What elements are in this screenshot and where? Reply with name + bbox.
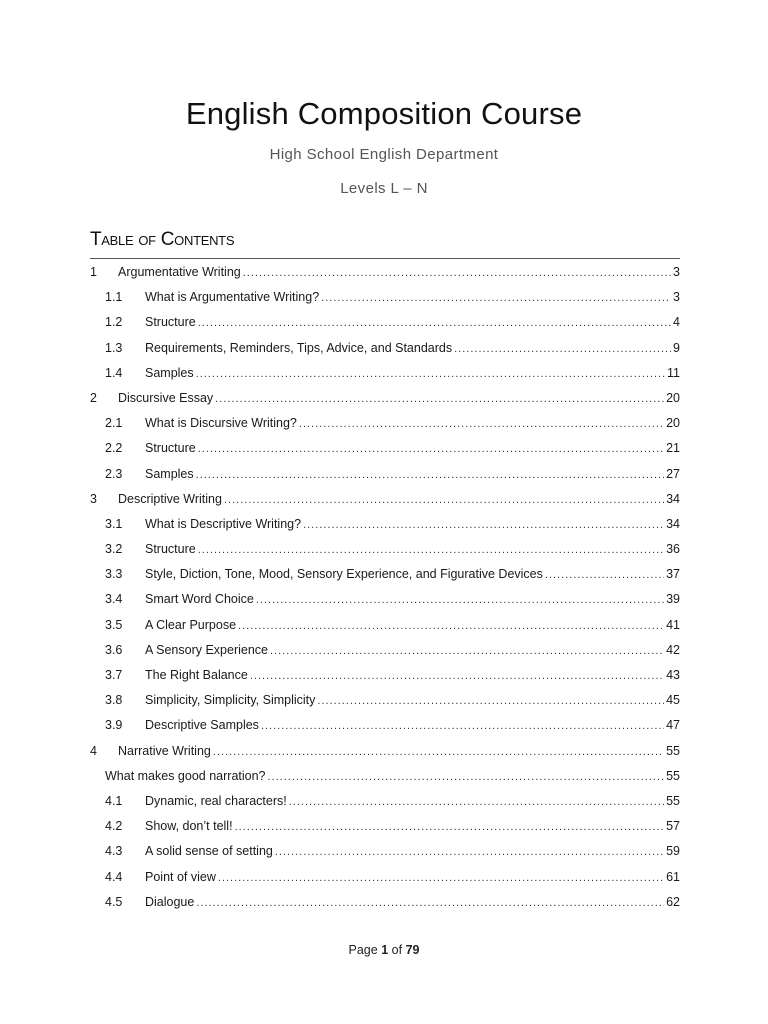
toc-entry[interactable] xyxy=(90,366,680,391)
toc-entry-number: 3.2 xyxy=(105,542,123,557)
toc-entry-page: 34 xyxy=(666,491,680,506)
toc-entry[interactable] xyxy=(90,643,680,668)
toc-entry-title: Dialogue xyxy=(145,894,195,909)
toc-entry-page: 45 xyxy=(666,693,680,708)
toc-entry-number: 4.5 xyxy=(105,894,123,909)
toc-entry-number: 2 xyxy=(90,390,97,405)
toc-dot-leader xyxy=(218,872,664,884)
toc-entry-title: Smart Word Choice xyxy=(145,592,254,607)
toc-entry-page: 21 xyxy=(666,441,680,456)
toc-entry-page: 59 xyxy=(666,844,680,859)
toc-dot-leader xyxy=(196,368,665,380)
toc-entry[interactable] xyxy=(90,542,680,567)
toc-dot-leader xyxy=(235,821,665,833)
toc-entry-page: 3 xyxy=(673,265,680,279)
toc-dot-leader xyxy=(545,569,664,581)
toc-entry[interactable] xyxy=(90,819,680,844)
toc-entry-page: 27 xyxy=(666,466,680,481)
toc-entry-title: Point of view xyxy=(145,869,216,884)
toc-entry[interactable] xyxy=(90,769,680,794)
toc-dot-leader xyxy=(243,267,671,279)
toc-dot-leader xyxy=(198,544,664,556)
toc-entry[interactable] xyxy=(90,618,680,643)
document-subtitle: High School English Department xyxy=(269,146,499,163)
toc-entry-page: 47 xyxy=(666,718,680,733)
toc-dot-leader xyxy=(250,670,664,682)
toc-entry-title: Descriptive Samples xyxy=(145,718,259,733)
toc-entry-title: Argumentative Writing xyxy=(118,265,241,279)
toc-dot-leader xyxy=(215,393,664,405)
toc-dot-leader xyxy=(268,771,665,783)
toc-entry-number: 4.4 xyxy=(105,869,123,884)
page-total: 79 xyxy=(405,943,420,957)
toc-entry[interactable] xyxy=(90,265,680,290)
toc-entry-page: 39 xyxy=(666,592,680,607)
page-footer xyxy=(0,943,768,957)
table-of-contents xyxy=(90,265,680,920)
toc-entry[interactable] xyxy=(90,668,680,693)
toc-entry[interactable] xyxy=(90,870,680,895)
toc-entry-title: Structure xyxy=(145,542,196,557)
toc-entry[interactable] xyxy=(90,441,680,466)
toc-entry-title: Requirements, Reminders, Tips, Advice, and Standards xyxy=(145,340,453,355)
page-separator: of xyxy=(391,943,403,957)
toc-entry-page: 62 xyxy=(666,894,680,909)
toc-entry-page: 61 xyxy=(666,869,680,884)
toc-entry-title: Structure xyxy=(145,315,196,330)
toc-entry[interactable] xyxy=(90,592,680,617)
toc-entry-number: 3.1 xyxy=(105,516,123,531)
toc-entry[interactable] xyxy=(90,844,680,869)
toc-entry-number: 1.4 xyxy=(105,365,123,380)
toc-dot-leader xyxy=(213,746,664,758)
toc-entry-number: 3.3 xyxy=(105,567,123,582)
toc-dot-leader xyxy=(196,897,664,909)
toc-entry-page: 34 xyxy=(666,516,680,531)
toc-entry-number: 4.1 xyxy=(105,793,123,808)
toc-dot-leader xyxy=(321,292,671,304)
toc-dot-leader xyxy=(198,317,671,329)
toc-entry[interactable] xyxy=(90,794,680,819)
toc-entry-number: 2.3 xyxy=(105,466,123,481)
toc-entry-number: 4.2 xyxy=(105,819,123,834)
toc-entry[interactable] xyxy=(90,718,680,743)
toc-dot-leader xyxy=(454,343,671,355)
toc-entry-title: Descriptive Writing xyxy=(118,491,222,506)
toc-entry-title: The Right Balance xyxy=(145,668,248,682)
toc-entry[interactable] xyxy=(90,416,680,441)
toc-entry[interactable] xyxy=(90,895,680,920)
toc-dot-leader xyxy=(224,494,664,506)
toc-entry-number: 3 xyxy=(90,491,97,506)
toc-entry-title: What is Discursive Writing? xyxy=(145,416,297,431)
toc-entry-number: 3.4 xyxy=(105,592,123,607)
toc-entry-page: 4 xyxy=(673,315,680,330)
toc-entry-number: 3.5 xyxy=(105,617,123,632)
toc-entry-title: Samples xyxy=(145,365,194,380)
toc-entry-title: What is Argumentative Writing? xyxy=(145,290,320,305)
toc-entry-title: Samples xyxy=(145,466,194,481)
toc-entry-number: 2.2 xyxy=(105,441,123,456)
toc-entry-number: 1.1 xyxy=(105,290,123,305)
toc-entry-number: 1.3 xyxy=(105,340,123,355)
toc-entry-number: 4.3 xyxy=(105,844,123,859)
toc-entry-title: Narrative Writing xyxy=(118,743,211,758)
toc-dot-leader xyxy=(198,443,664,455)
toc-dot-leader xyxy=(238,620,664,632)
page-current: 1 xyxy=(381,943,389,957)
toc-entry-page: 43 xyxy=(666,668,680,682)
toc-entry-page: 20 xyxy=(666,416,680,431)
toc-entry-page: 42 xyxy=(666,642,680,657)
toc-entry-number: 2.1 xyxy=(105,416,123,431)
toc-entry-number: 3.7 xyxy=(105,668,123,682)
page-prefix: Page xyxy=(348,943,378,957)
toc-entry-title: What is Descriptive Writing? xyxy=(145,516,302,531)
toc-entry-title: Dynamic, real characters! xyxy=(145,793,287,808)
toc-entry-number: 1.2 xyxy=(105,315,123,330)
toc-entry[interactable] xyxy=(90,744,680,769)
toc-dot-leader xyxy=(275,846,664,858)
toc-entry-page: 11 xyxy=(667,365,680,380)
toc-entry-number: 3.9 xyxy=(105,718,123,733)
toc-entry-title: Show, don’t tell! xyxy=(145,819,233,834)
toc-entry-number: 3.8 xyxy=(105,693,123,708)
toc-entry-title: What makes good narration? xyxy=(105,768,266,783)
toc-dot-leader xyxy=(256,594,664,606)
toc-entry-number: 3.6 xyxy=(105,642,123,657)
toc-entry-page: 55 xyxy=(666,768,680,783)
toc-entry[interactable] xyxy=(90,467,680,492)
toc-entry-title: Simplicity, Simplicity, Simplicity xyxy=(145,693,316,708)
toc-entry-page: 57 xyxy=(666,819,680,834)
toc-entry-title: Structure xyxy=(145,441,196,456)
toc-entry-title: Style, Diction, Tone, Mood, Sensory Experience, and Figurative Devices xyxy=(145,567,543,582)
toc-heading: Table of Contents xyxy=(90,229,235,250)
toc-entry[interactable] xyxy=(90,341,680,366)
toc-dot-leader xyxy=(261,720,664,732)
toc-entry-page: 55 xyxy=(666,793,680,808)
toc-entry-number: 4 xyxy=(90,743,97,758)
toc-entry-page: 55 xyxy=(666,743,680,758)
toc-entry-title: A Clear Purpose xyxy=(145,617,237,632)
document-title: English Composition Course xyxy=(185,96,583,131)
toc-entry-title: A Sensory Experience xyxy=(145,642,268,657)
toc-entry[interactable] xyxy=(90,391,680,416)
toc-entry-page: 20 xyxy=(666,390,680,405)
toc-dot-leader xyxy=(196,469,664,481)
toc-dot-leader xyxy=(303,519,664,531)
toc-entry[interactable] xyxy=(90,693,680,718)
toc-dot-leader xyxy=(317,695,664,707)
document-levels: Levels L – N xyxy=(340,180,428,197)
toc-entry-page: 3 xyxy=(673,290,680,305)
toc-entry[interactable] xyxy=(90,567,680,592)
toc-entry-page: 41 xyxy=(666,617,680,632)
toc-dot-leader xyxy=(299,418,664,430)
toc-entry-number: 1 xyxy=(90,265,97,279)
toc-entry[interactable] xyxy=(90,315,680,340)
toc-dot-leader xyxy=(289,796,664,808)
toc-dot-leader xyxy=(270,645,664,657)
toc-entry-title: A solid sense of setting xyxy=(145,844,273,859)
toc-entry-page: 37 xyxy=(666,567,680,582)
toc-entry[interactable] xyxy=(90,290,680,315)
toc-divider xyxy=(90,258,680,259)
toc-entry-title: Discursive Essay xyxy=(118,390,214,405)
toc-entry-page: 9 xyxy=(673,340,680,355)
toc-entry[interactable] xyxy=(90,492,680,517)
toc-entry[interactable] xyxy=(90,517,680,542)
toc-entry-page: 36 xyxy=(666,542,680,557)
